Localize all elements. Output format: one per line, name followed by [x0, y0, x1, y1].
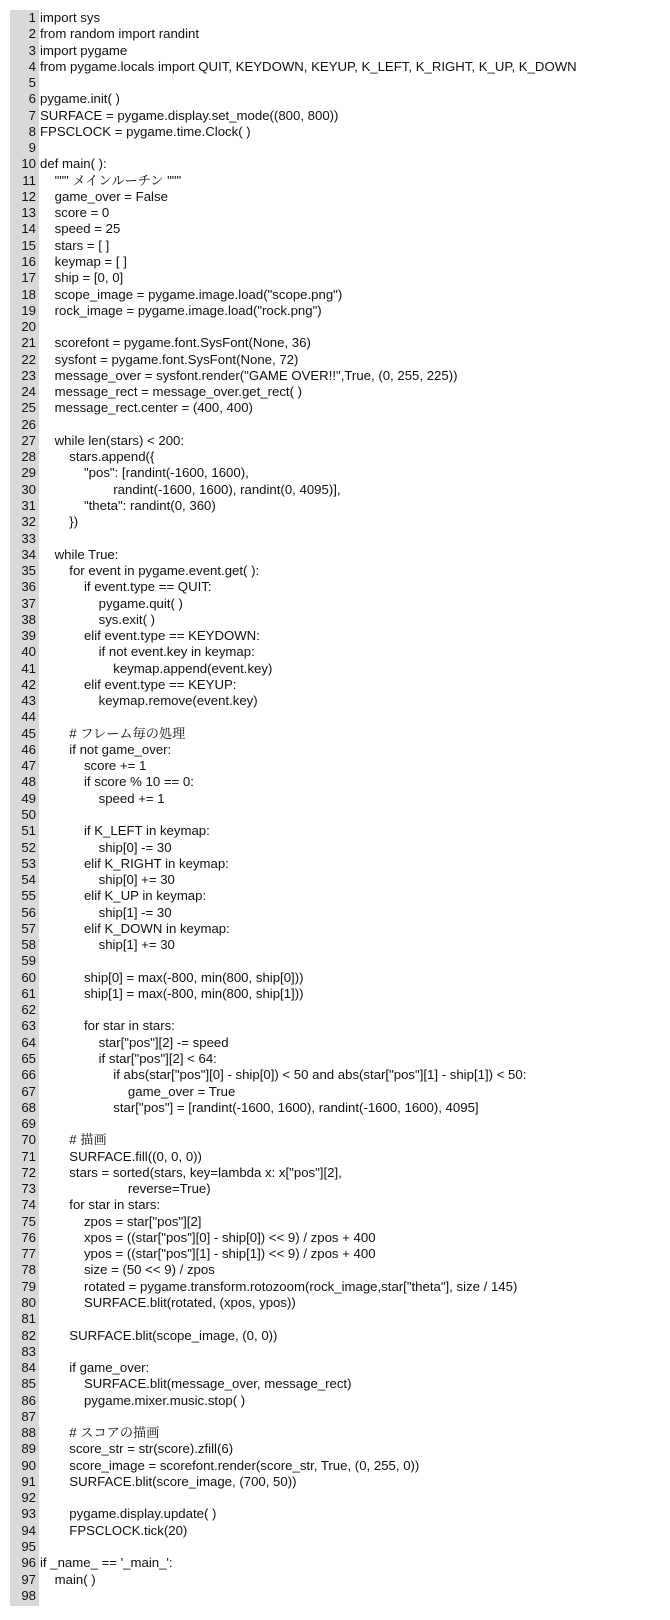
- code-line: [10, 482, 660, 498]
- line-number: 38: [21, 611, 36, 627]
- code-line: [10, 319, 660, 335]
- code-line: [10, 1067, 660, 1083]
- code-line: [10, 156, 660, 172]
- line-number: 27: [21, 432, 36, 448]
- line-number: 97: [21, 1571, 36, 1587]
- line-text: if not event.key in keymap:: [40, 644, 255, 660]
- code-line: [10, 807, 660, 823]
- line-text: import sys: [40, 10, 101, 25]
- line-text: stars = [ ]: [40, 237, 110, 253]
- code-line: [10, 1230, 660, 1246]
- line-text: stars.append({: [40, 449, 155, 465]
- code-line: [10, 465, 660, 481]
- code-line: [10, 758, 660, 774]
- code-line: [10, 1018, 660, 1034]
- code-line: [10, 1165, 660, 1181]
- line-number: 44: [21, 709, 36, 725]
- line-number: 55: [21, 888, 36, 904]
- line-number: 52: [21, 839, 36, 855]
- line-text: elif event.type == KEYUP:: [40, 676, 237, 692]
- code-line: [10, 1246, 660, 1262]
- code-line: [10, 108, 660, 124]
- code-line: [10, 1262, 660, 1278]
- code-line: [10, 1360, 660, 1376]
- code-line: [10, 433, 660, 449]
- line-text: for event in pygame.event.get( ):: [40, 563, 260, 579]
- code-line: [10, 953, 660, 969]
- line-text: ship[0] = max(-800, min(800, ship[0])): [40, 969, 304, 985]
- line-text: if _name_ == '_main_':: [40, 1555, 173, 1571]
- code-line: [10, 742, 660, 758]
- code-line: [10, 644, 660, 660]
- line-number: 78: [21, 1262, 36, 1278]
- line-text: SURFACE = pygame.display.set_mode((800, 800)): [40, 107, 339, 123]
- code-line: [10, 514, 660, 530]
- line-number: 90: [21, 1457, 36, 1473]
- code-line: [10, 368, 660, 384]
- line-text: keymap = [ ]: [40, 253, 127, 269]
- line-number: 9: [28, 140, 36, 156]
- line-number: 53: [21, 855, 36, 871]
- line-text: while True:: [40, 546, 119, 562]
- line-text: star["pos"][2] -= speed: [40, 1034, 229, 1050]
- line-number: 33: [21, 530, 36, 546]
- line-text: stars = sorted(stars, key=lambda x: x["pos"][2],: [40, 1164, 342, 1180]
- line-number: 18: [21, 286, 36, 302]
- code-listing: [10, 10, 660, 1604]
- line-number: 67: [21, 1083, 36, 1099]
- line-text: xpos = ((star["pos"][0] - ship[0]) << 9) / zpos + 400: [40, 1229, 376, 1245]
- code-line: [10, 596, 660, 612]
- code-line: [10, 1149, 660, 1165]
- line-number: 73: [21, 1181, 36, 1197]
- line-number: 95: [21, 1538, 36, 1554]
- line-number: 40: [21, 644, 36, 660]
- line-text: if not game_over:: [40, 741, 172, 757]
- line-number: 72: [21, 1164, 36, 1180]
- line-text: import pygame: [40, 42, 128, 58]
- line-number: 41: [21, 660, 36, 676]
- line-number: 59: [21, 953, 36, 969]
- line-number: 93: [21, 1506, 36, 1522]
- code-line: [10, 10, 660, 26]
- code-line: [10, 352, 660, 368]
- line-text: FPSCLOCK.tick(20): [40, 1522, 188, 1538]
- line-number: 94: [21, 1522, 36, 1538]
- code-line: [10, 1084, 660, 1100]
- line-number: 87: [21, 1408, 36, 1424]
- line-number: 47: [21, 758, 36, 774]
- line-number: 70: [21, 1132, 36, 1148]
- code-line: [10, 1555, 660, 1571]
- code-line: [10, 677, 660, 693]
- line-number: 83: [21, 1343, 36, 1359]
- line-number: 86: [21, 1392, 36, 1408]
- line-number: 4: [28, 58, 36, 74]
- line-text: while len(stars) < 200:: [40, 432, 185, 448]
- line-number: 65: [21, 1051, 36, 1066]
- line-text: if event.type == QUIT:: [40, 579, 212, 595]
- code-line: [10, 254, 660, 270]
- line-number: 77: [21, 1246, 36, 1262]
- code-line: [10, 1328, 660, 1344]
- code-line: [10, 1295, 660, 1311]
- line-number: 21: [21, 335, 36, 351]
- line-number: 28: [21, 449, 36, 465]
- line-number: 45: [21, 725, 36, 741]
- code-line: [10, 970, 660, 986]
- line-text: message_rect.center = (400, 400): [40, 400, 253, 416]
- line-text: elif K_UP in keymap:: [40, 888, 207, 904]
- code-line: [10, 1474, 660, 1490]
- line-text: ship[0] += 30: [40, 872, 175, 888]
- line-text: pygame.display.update( ): [40, 1506, 217, 1522]
- code-line: [10, 1523, 660, 1539]
- code-line: [10, 1051, 660, 1067]
- line-text: """ メインルーチン """: [40, 172, 182, 188]
- code-line: [10, 287, 660, 303]
- line-text: score_image = scorefont.render(score_str, True, (0, 255, 0)): [40, 1457, 420, 1473]
- line-number: 7: [28, 107, 36, 123]
- line-text: SURFACE.fill((0, 0, 0)): [40, 1148, 202, 1164]
- code-line: [10, 1311, 660, 1327]
- line-text: pygame.init( ): [40, 91, 120, 107]
- line-number: 10: [21, 156, 36, 172]
- line-number: 51: [21, 823, 36, 839]
- code-line: [10, 221, 660, 237]
- code-line: [10, 693, 660, 709]
- line-text: elif K_DOWN in keymap:: [40, 920, 230, 936]
- line-text: }): [40, 514, 79, 530]
- code-line: [10, 1035, 660, 1051]
- code-line: [10, 124, 660, 140]
- code-line: [10, 75, 660, 91]
- code-line: [10, 43, 660, 59]
- line-text: for star in stars:: [40, 1018, 175, 1034]
- code-line: [10, 791, 660, 807]
- line-text: star["pos"] = [randint(-1600, 1600), randint(-1600, 1600), 4095]: [40, 1099, 479, 1115]
- line-number: 54: [21, 872, 36, 888]
- code-line: [10, 547, 660, 563]
- code-line: [10, 1393, 660, 1409]
- code-line: [10, 579, 660, 595]
- line-text: scorefont = pygame.font.SysFont(None, 36): [40, 335, 311, 351]
- line-number: 5: [28, 75, 36, 91]
- code-line: [10, 238, 660, 254]
- line-text: game_over = True: [40, 1083, 236, 1099]
- line-text: keymap.append(event.key): [40, 660, 273, 676]
- line-text: message_rect = message_over.get_rect( ): [40, 384, 303, 400]
- code-line: [10, 1197, 660, 1213]
- line-text: score = 0: [40, 205, 110, 221]
- line-number: 16: [21, 253, 36, 269]
- line-text: score_str = str(score).zfill(6): [40, 1441, 234, 1457]
- line-text: main( ): [40, 1571, 96, 1587]
- line-number: 62: [21, 1002, 36, 1018]
- code-line: [10, 335, 660, 351]
- line-text: "pos": [randint(-1600, 1600),: [40, 465, 249, 481]
- code-line: [10, 91, 660, 107]
- line-number: 37: [21, 595, 36, 611]
- code-line: [10, 905, 660, 921]
- line-text: zpos = star["pos"][2]: [40, 1213, 202, 1229]
- code-line: [10, 628, 660, 644]
- line-number: 57: [21, 920, 36, 936]
- line-number: 60: [21, 969, 36, 985]
- code-line: [10, 1409, 660, 1425]
- code-line: [10, 173, 660, 189]
- line-number: 81: [21, 1311, 36, 1327]
- line-text: if game_over:: [40, 1360, 150, 1376]
- line-number: 14: [21, 221, 36, 237]
- line-number: 20: [21, 319, 36, 335]
- code-line: [10, 661, 660, 677]
- code-line: [10, 1376, 660, 1392]
- line-text: speed = 25: [40, 221, 121, 237]
- line-number: 74: [21, 1197, 36, 1213]
- code-line: [10, 1539, 660, 1555]
- line-text: from pygame.locals import QUIT, KEYDOWN, KEYUP, K_LEFT, K_RIGHT, K_UP, K_DOWN: [40, 58, 577, 74]
- line-number: 85: [21, 1376, 36, 1392]
- code-line: [10, 1490, 660, 1506]
- line-text: score += 1: [40, 758, 147, 774]
- line-text: FPSCLOCK = pygame.time.Clock( ): [40, 123, 251, 139]
- code-line: [10, 612, 660, 628]
- line-text: rotated = pygame.transform.rotozoom(rock_image,star["theta"], size / 145): [40, 1278, 518, 1294]
- line-number: 98: [21, 1587, 36, 1603]
- line-text: size = (50 << 9) / zpos: [40, 1262, 215, 1278]
- line-number: 61: [21, 985, 36, 1001]
- line-text: speed += 1: [40, 790, 165, 806]
- line-number: 8: [28, 123, 36, 139]
- line-text: elif event.type == KEYDOWN:: [40, 628, 260, 644]
- line-number: 22: [21, 351, 36, 367]
- line-text: elif K_RIGHT in keymap:: [40, 855, 229, 871]
- code-line: [10, 303, 660, 319]
- line-text: ship[1] += 30: [40, 937, 175, 953]
- code-line: [10, 384, 660, 400]
- code-line: [10, 986, 660, 1002]
- code-line: [10, 1572, 660, 1588]
- line-number: 88: [21, 1425, 36, 1441]
- code-line: [10, 26, 660, 42]
- line-text: message_over = sysfont.render("GAME OVER!!",True, (0, 255, 225)): [40, 367, 458, 383]
- code-line: [10, 1425, 660, 1441]
- code-line: [10, 1506, 660, 1522]
- line-text: ship = [0, 0]: [40, 270, 124, 286]
- line-text: game_over = False: [40, 188, 168, 204]
- line-number: 12: [21, 188, 36, 204]
- line-number: 11: [22, 172, 36, 188]
- line-text: scope_image = pygame.image.load("scope.png"): [40, 286, 343, 302]
- line-number: 29: [21, 465, 36, 481]
- line-number: 25: [21, 400, 36, 416]
- line-number: 91: [21, 1473, 36, 1489]
- line-text: SURFACE.blit(message_over, message_rect): [40, 1376, 352, 1392]
- code-line: [10, 1344, 660, 1360]
- code-line: [10, 1588, 660, 1604]
- code-line: [10, 840, 660, 856]
- line-number: 13: [21, 205, 36, 221]
- line-number: 34: [21, 546, 36, 562]
- line-number: 79: [21, 1278, 36, 1294]
- code-line: [10, 400, 660, 416]
- line-text: from random import randint: [40, 26, 200, 42]
- line-number: 69: [21, 1116, 36, 1132]
- line-number: 58: [21, 937, 36, 953]
- code-line: [10, 856, 660, 872]
- line-number: 84: [21, 1360, 36, 1376]
- code-line: [10, 270, 660, 286]
- line-number: 2: [28, 26, 36, 42]
- code-line: [10, 774, 660, 790]
- code-line: [10, 937, 660, 953]
- line-number: 36: [21, 579, 36, 595]
- code-line: [10, 1279, 660, 1295]
- line-number: 23: [21, 367, 36, 383]
- code-line: [10, 205, 660, 221]
- line-number: 66: [21, 1067, 36, 1083]
- line-text: ship[1] -= 30: [40, 904, 172, 920]
- line-number: 68: [21, 1099, 36, 1115]
- line-number: 26: [21, 416, 36, 432]
- line-text: ship[1] = max(-800, min(800, ship[1])): [40, 985, 304, 1001]
- code-line: [10, 417, 660, 433]
- code-line: [10, 709, 660, 725]
- line-text: # フレーム毎の処理: [40, 725, 186, 741]
- code-line: [10, 1116, 660, 1132]
- line-number: 80: [21, 1294, 36, 1310]
- code-line: [10, 59, 660, 75]
- code-line: [10, 1181, 660, 1197]
- line-text: sys.exit( ): [40, 611, 156, 627]
- line-number: 82: [21, 1327, 36, 1343]
- line-text: SURFACE.blit(rotated, (xpos, ypos)): [40, 1294, 296, 1310]
- line-number: 63: [21, 1018, 36, 1034]
- line-number: 1: [28, 10, 36, 25]
- line-text: def main( ):: [40, 156, 107, 172]
- code-line: [10, 1100, 660, 1116]
- line-number: 30: [21, 481, 36, 497]
- line-number: 92: [21, 1490, 36, 1506]
- line-number: 49: [21, 790, 36, 806]
- code-line: [10, 1132, 660, 1148]
- code-line: [10, 726, 660, 742]
- line-text: if abs(star["pos"][0] - ship[0]) < 50 and abs(star["pos"][1] - ship[1]) < 50:: [40, 1067, 527, 1083]
- code-line: [10, 1002, 660, 1018]
- line-number: 75: [21, 1213, 36, 1229]
- line-text: for star in stars:: [40, 1197, 161, 1213]
- line-text: ypos = ((star["pos"][1] - ship[1]) << 9) / zpos + 400: [40, 1246, 376, 1262]
- line-number: 17: [21, 270, 36, 286]
- code-line: [10, 888, 660, 904]
- line-text: # スコアの描画: [40, 1425, 160, 1441]
- line-number: 48: [21, 774, 36, 790]
- code-line: [10, 531, 660, 547]
- code-line: [10, 1214, 660, 1230]
- line-text: sysfont = pygame.font.SysFont(None, 72): [40, 351, 299, 367]
- line-number: 71: [21, 1148, 36, 1164]
- line-text: SURFACE.blit(scope_image, (0, 0)): [40, 1327, 278, 1343]
- code-line: [10, 1458, 660, 1474]
- line-text: "theta": randint(0, 360): [40, 497, 216, 513]
- line-text: if K_LEFT in keymap:: [40, 823, 210, 839]
- line-text: ship[0] -= 30: [40, 839, 172, 855]
- code-line: [10, 563, 660, 579]
- line-number: 43: [21, 693, 36, 709]
- line-text: pygame.quit( ): [40, 595, 183, 611]
- line-text: reverse=True): [40, 1181, 211, 1197]
- line-text: keymap.remove(event.key): [40, 693, 258, 709]
- line-number: 64: [21, 1034, 36, 1050]
- code-line: [10, 823, 660, 839]
- code-line: [10, 189, 660, 205]
- line-number: 46: [21, 741, 36, 757]
- line-text: # 描画: [40, 1132, 107, 1148]
- line-text: if star["pos"][2] < 64:: [40, 1051, 217, 1066]
- code-line: [10, 921, 660, 937]
- line-number: 42: [21, 676, 36, 692]
- line-text: SURFACE.blit(score_image, (700, 50)): [40, 1473, 297, 1489]
- code-line: [10, 872, 660, 888]
- code-line: [10, 498, 660, 514]
- line-text: rock_image = pygame.image.load("rock.png"): [40, 302, 322, 318]
- line-number: 24: [21, 384, 36, 400]
- line-number: 15: [21, 237, 36, 253]
- line-text: pygame.mixer.music.stop( ): [40, 1392, 246, 1408]
- line-number: 31: [21, 497, 36, 513]
- line-number: 3: [28, 42, 36, 58]
- line-number: 39: [21, 628, 36, 644]
- line-number: 76: [21, 1229, 36, 1245]
- line-number: 96: [21, 1555, 36, 1571]
- line-number: 50: [21, 807, 36, 823]
- line-number: 35: [21, 563, 36, 579]
- line-text: randint(-1600, 1600), randint(0, 4095)],: [40, 481, 341, 497]
- code-line: [10, 449, 660, 465]
- line-number: 32: [21, 514, 36, 530]
- line-number: 89: [21, 1441, 36, 1457]
- line-number: 19: [21, 302, 36, 318]
- code-line: [10, 1441, 660, 1457]
- line-text: if score % 10 == 0:: [40, 774, 194, 790]
- line-number: 6: [28, 91, 36, 107]
- line-number: 56: [21, 904, 36, 920]
- code-line: [10, 140, 660, 156]
